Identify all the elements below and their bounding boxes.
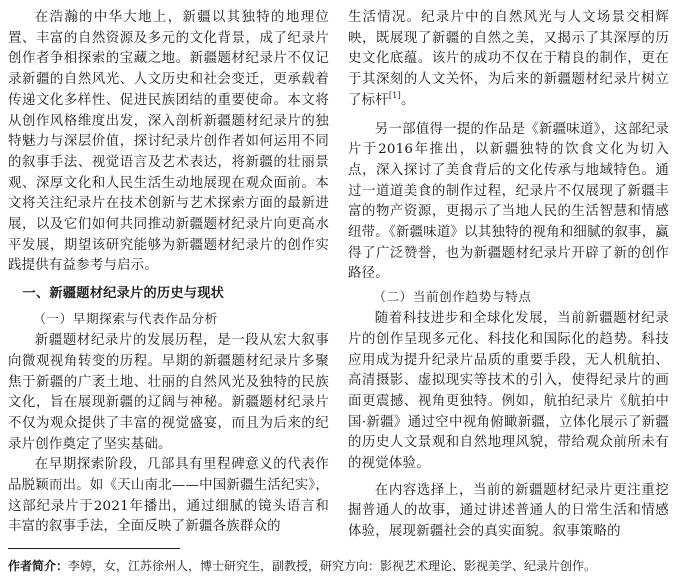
author-footnote xyxy=(8,558,596,574)
right-column xyxy=(348,8,669,543)
paragraph-continued-text: 生活情况。纪录片中的自然风光与人文场景交相辉映，既展现了新疆的自然之美，又揭示了其深厚的历史文化底蕴。该片的成功不仅在于精良的制作，更在于其深刻的人文关怀，为后来的新疆题材纪录片树立了标杆 xyxy=(348,10,669,108)
section-heading-history: 一、新疆题材纪录片的历史与现状 xyxy=(22,286,225,302)
paragraph-content-selection: 在内容选择上，当前的新疆题材纪录片更注重挖掘普通人的故事，通过讲述普通人的日常生活和情感体验，展现新疆社会的真实面貌。叙事策略的 xyxy=(348,482,669,540)
paragraph-early-development: 新疆题材纪录片的发展历程，是一段从宏大叙事向微观视角转变的历程。早期的新疆题材纪录片多聚焦于新疆的广袤土地、壮丽的自然风光及独特的民族文化，旨在展现新疆的辽阔与神秘。新疆题材纪录片不仅为观众提供了丰富的视觉盛宴，而且为后来的纪录片创作奠定了坚实基础。 xyxy=(8,333,329,452)
paragraph-current-trends: 随着科技进步和全球化发展，当前新疆题材纪录片的创作呈现多元化、科技化和国际化的趋势。科技应用成为提升纪录片品质的重要手段，无人机航拍、高清摄影、虚拟现实等技术的引入，使得纪录片的画面更震撼、视角更独特。例如，航拍纪录片《航拍中国·新疆》通过空中视角俯瞰新疆，立体化展示了新疆的历史人文景观和自然地理风貌，带给观众前所未有的视觉体验。 xyxy=(348,311,669,472)
reference-marker: [1] xyxy=(388,90,402,100)
footnote-divider xyxy=(8,548,180,549)
paragraph-xinjiang-weidao: 另一部值得一提的作品是《新疆味道》，这部纪录片于2016年推出，以新疆独特的饮食文化为切入点，深入探讨了美食背后的文化传承与地域特色。通过一道道美食的制作过程，纪录片不仅展现了新疆丰富的物产资源，更揭示了当地人民的生活智慧和情感纽带。《新疆味道》以其独特的视角和细腻的叙事，赢得了广泛赞誉，也为新疆题材纪录片开辟了新的创作路径。 xyxy=(348,121,669,282)
intro-paragraph: 在浩瀚的中华大地上，新疆以其独特的地理位置、丰富的自然资源及多元的文化背景，成了纪录片创作者争相探索的宝藏之地。新疆题材纪录片不仅记录新疆的自然风光、人文历史和社会变迁，更承载着传递文化多样性、促进民族团结的重要使命。本文将从创作风格维度出发，深入剖析新疆题材纪录片的独特魅力与深层价值，探讨纪录片创作者如何运用不同的叙事手法、视觉语言及艺术表达，将新疆的壮丽景观、深厚文化和人民生活生动地展现在观众面前。本文将关注纪录片在技术创新与艺术探索方面的最新进展，以及它们如何共同推动新疆题材纪录片向更高水平发展，期望该研究能够为新疆题材纪录片的创作实践提供有益参考与启示。 xyxy=(8,10,329,274)
subsection-heading-early: （一）早期探索与代表作品分析 xyxy=(33,311,218,327)
footnote-label: 作者简介： xyxy=(8,559,69,573)
paragraph-continued xyxy=(348,8,669,112)
footnote-text: 李婷，女，江苏徐州人，博士研究生，副教授，研究方向：影视艺术理论、影视美学、纪录片创作。 xyxy=(68,559,597,573)
left-column xyxy=(8,8,329,538)
paragraph-continued-end: 。 xyxy=(401,92,415,108)
paragraph-early-works: 在早期探索阶段，几部具有里程碑意义的代表作品脱颖而出。如《天山南北——中国新疆生活纪实》，这部纪录片于2021年播出，通过细腻的镜头语言和丰富的叙事手法，全面反映了新疆各族群众的 xyxy=(8,457,329,535)
subsection-heading-trends: （二）当前创作趋势与特点 xyxy=(373,289,532,305)
